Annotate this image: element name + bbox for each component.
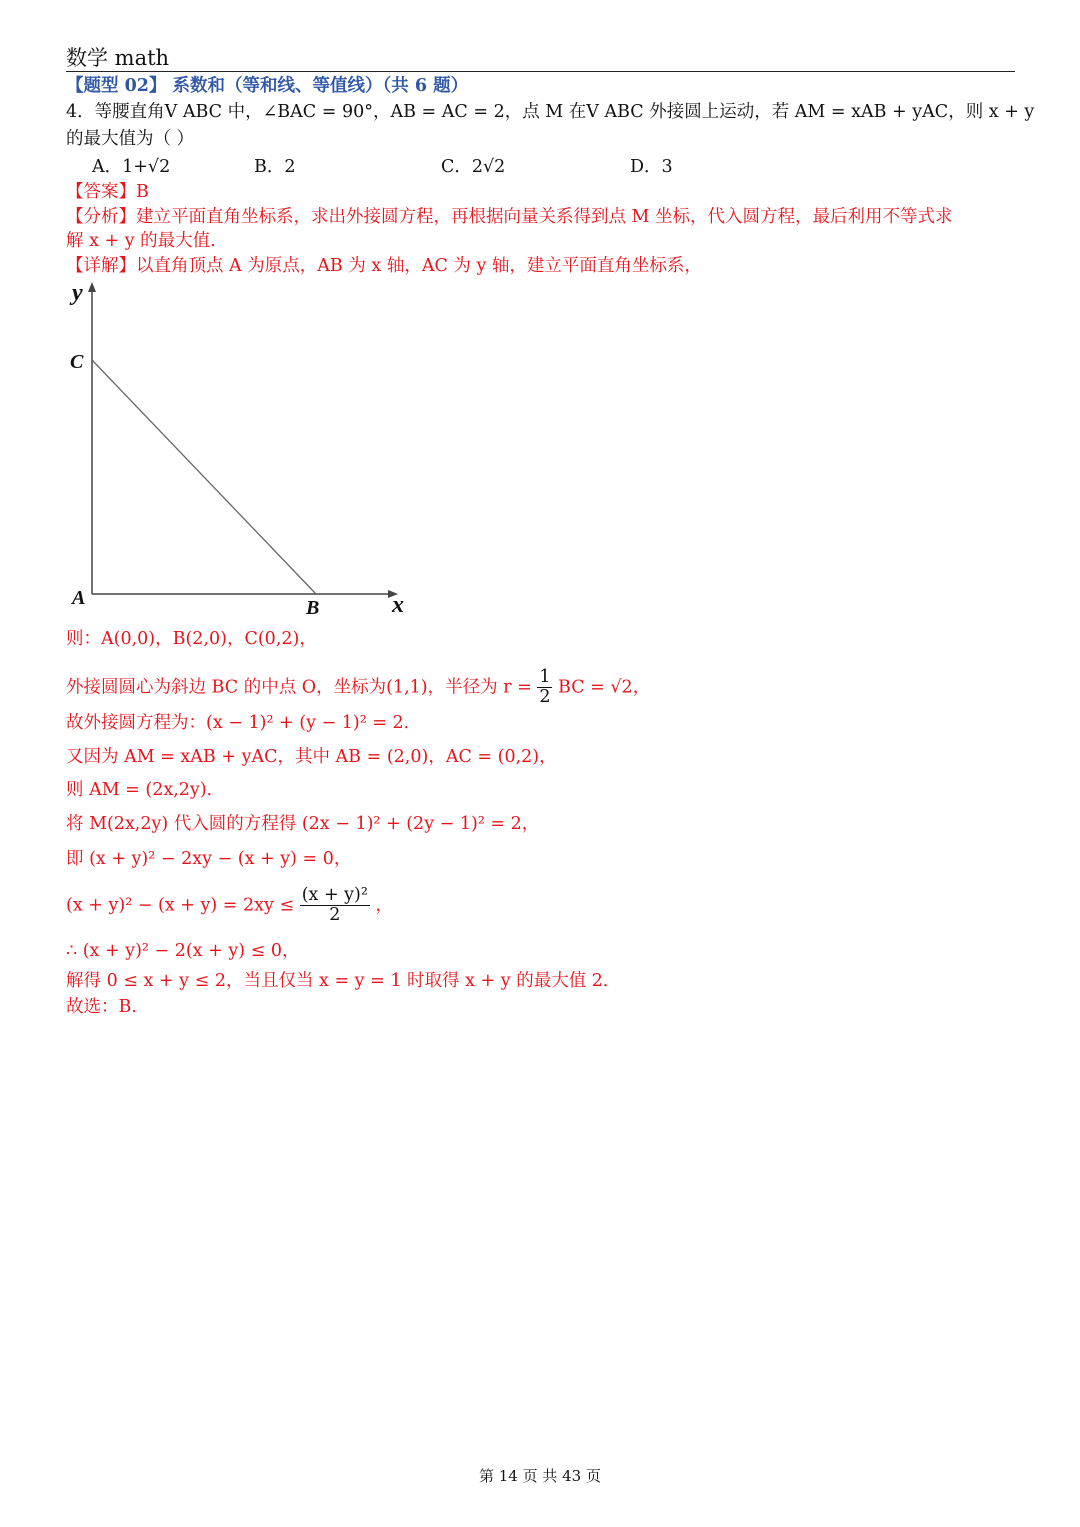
analysis-line-1: 【分析】建立平面直角坐标系，求出外接圆方程，再根据向量关系得到点 M 坐标，代入圆方程，最后利用不等式求 (66, 207, 953, 227)
header-title: 数学 math (66, 46, 170, 70)
analysis-line-2: 解 x + y 的最大值. (66, 231, 216, 251)
answer-line: 【答案】B (66, 182, 149, 202)
solution-line-8 (66, 886, 393, 926)
fraction-denominator: 2 (329, 905, 341, 926)
question-line-1: 4．等腰直角V ABC 中，∠BAC = 90°，AB = AC = 2，点 M 在V ABC 外接圆上运动，若 AM = xAB + yAC，则 x + y (66, 102, 1035, 122)
point-b-label: B (306, 597, 320, 619)
x-axis-label: x (392, 592, 404, 618)
fraction-square-half (300, 886, 370, 926)
page-footer: 第 14 页 共 43 页 (478, 1467, 601, 1485)
option-d: D．3 (630, 157, 673, 177)
solution-line-4: 又因为 AM = xAB + yAC，其中 AB = (2,0)，AC = (0,2)， (66, 747, 557, 767)
detail-intro: 【详解】以直角顶点 A 为原点，AB 为 x 轴，AC 为 y 轴，建立平面直角坐标系， (66, 256, 702, 276)
solution-line-8-text-b: ， (375, 895, 393, 916)
solution-line-3: 故外接圆方程为：(x − 1)² + (y − 1)² = 2． (66, 713, 422, 733)
solution-line-5: 则 AM = (2x,2y)． (66, 780, 225, 800)
solution-line-11: 故选：B. (66, 997, 137, 1017)
solution-line-9: ∴ (x + y)² − 2(x + y) ≤ 0， (66, 941, 300, 961)
point-a-label: A (72, 587, 86, 609)
question-line-2: 的最大值为（ ） (66, 129, 195, 149)
fraction-denominator: 2 (539, 687, 551, 708)
y-axis-arrow (88, 282, 96, 292)
solution-line-2-text-a: 外接圆圆心为斜边 BC 的中点 O，坐标为(1,1)，半径为 r = (66, 677, 532, 698)
option-a: A．1+√2 (92, 157, 171, 177)
fraction-numerator: (x + y)² (301, 885, 368, 905)
point-c-label: C (70, 351, 84, 373)
header-rule (66, 71, 1015, 72)
fraction-one-half (537, 668, 552, 708)
fraction-numerator: 1 (539, 667, 551, 687)
solution-line-10: 解得 0 ≤ x + y ≤ 2，当且仅当 x = y = 1 时取得 x + y 的最大值 2． (66, 971, 621, 991)
option-b: B．2 (254, 157, 296, 177)
solution-line-1: 则：A(0,0)，B(2,0)，C(0,2)， (66, 629, 317, 649)
solution-line-8-text-a: (x + y)² − (x + y) = 2xy ≤ (66, 895, 295, 916)
y-axis-label: y (72, 280, 83, 306)
coordinate-figure (60, 278, 420, 623)
hypotenuse-bc (92, 360, 316, 594)
option-c: C．2√2 (441, 157, 506, 177)
solution-line-6: 将 M(2x,2y) 代入圆的方程得 (2x − 1)² + (2y − 1)² = 2， (66, 814, 540, 834)
solution-line-7: 即 (x + y)² − 2xy − (x + y) = 0， (66, 849, 352, 869)
solution-line-2 (66, 668, 650, 708)
solution-line-2-text-b: BC = √2， (558, 677, 651, 698)
section-label: 【题型 02】 系数和（等和线、等值线）（共 6 题） (66, 76, 469, 96)
